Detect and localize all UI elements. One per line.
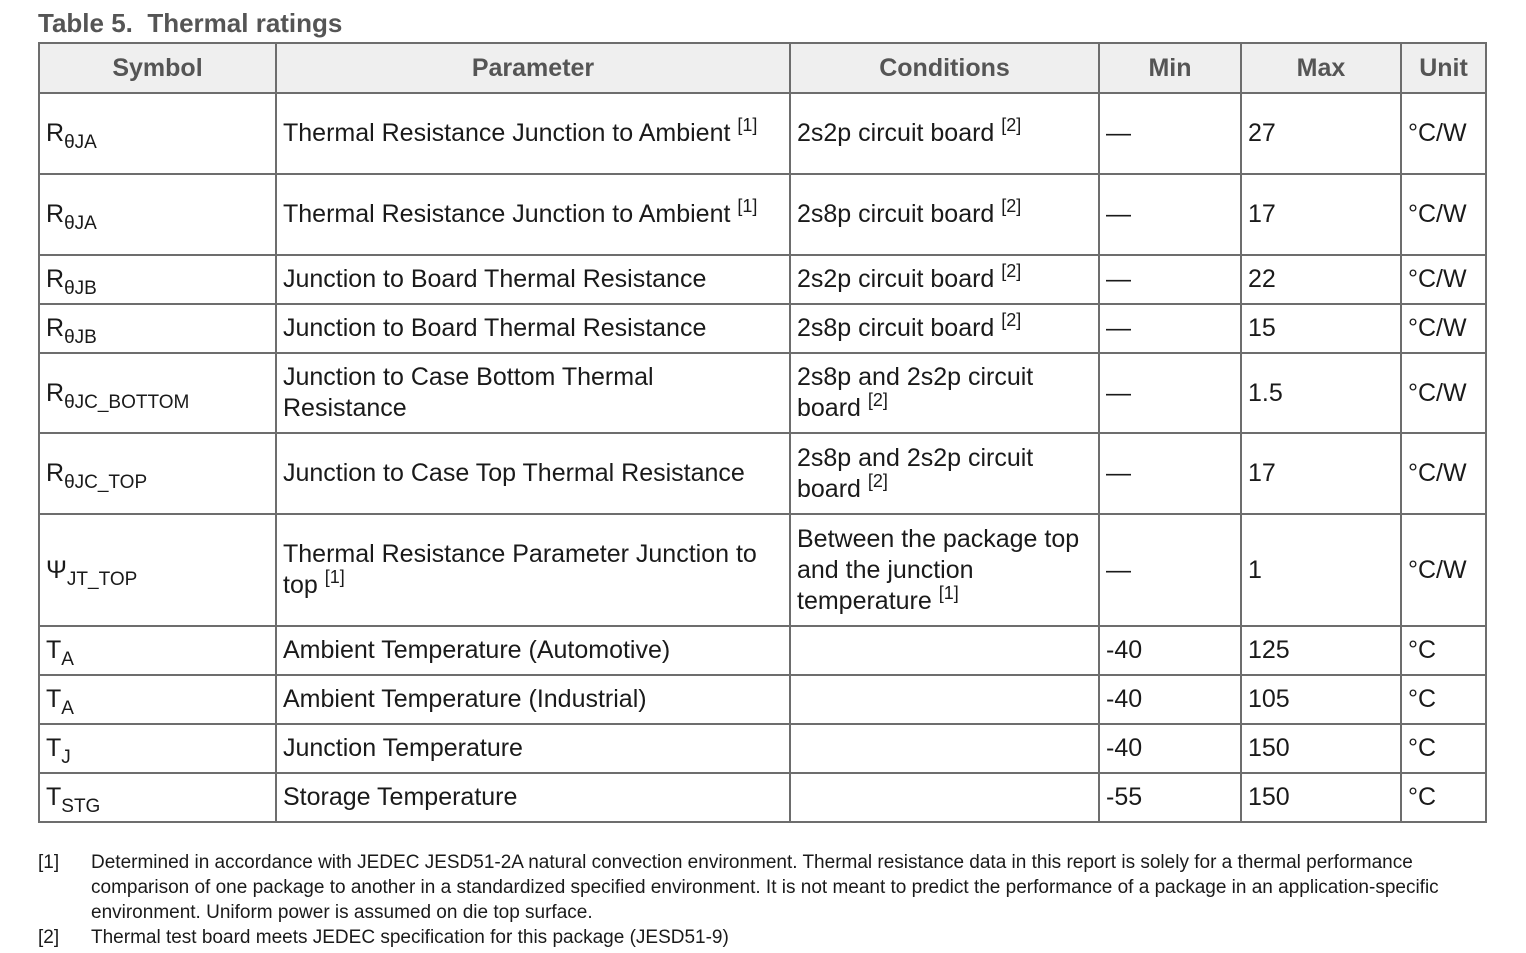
unit-cell: °C xyxy=(1401,675,1486,724)
table-row xyxy=(39,353,1486,433)
symbol-cell: $\Psi_{JT\_TOP}$ xyxy=(39,514,276,626)
table-row xyxy=(39,433,1486,514)
symbol-cell: $T_A$ xyxy=(39,626,276,675)
symbol-cell: $R_{\theta JC\_BOTTOM}$ xyxy=(39,353,276,433)
table-caption: Table 5. Thermal ratings xyxy=(38,8,343,38)
parameter-cell: Ambient Temperature (Automotive) xyxy=(276,626,790,675)
parameter-cell: Junction to Board Thermal Resistance xyxy=(276,255,790,304)
table-row xyxy=(39,514,1486,626)
table-row xyxy=(39,724,1486,773)
max-cell: 27 xyxy=(1241,93,1401,174)
table-row xyxy=(39,773,1486,822)
symbol-cell: $R_{\theta JA}$ xyxy=(39,93,276,174)
symbol-cell: $T_J$ xyxy=(39,724,276,773)
unit-cell: °C xyxy=(1401,626,1486,675)
unit-cell: °C xyxy=(1401,724,1486,773)
header-symbol: Symbol xyxy=(39,43,276,93)
table-footnotes xyxy=(38,850,1488,950)
unit-cell: °C xyxy=(1401,773,1486,822)
max-cell: 150 xyxy=(1241,724,1401,773)
parameter-cell: Thermal Resistance Parameter Junction to top [1] xyxy=(276,514,790,626)
symbol-cell: $R_{\theta JC\_TOP}$ xyxy=(39,433,276,514)
parameter-cell: Storage Temperature xyxy=(276,773,790,822)
header-parameter: Parameter xyxy=(276,43,790,93)
conditions-cell: 2s8p and 2s2p circuit board [2] xyxy=(790,433,1099,514)
conditions-cell: 2s8p circuit board [2] xyxy=(790,174,1099,255)
footnote-number: [2] xyxy=(38,927,60,948)
min-cell: — xyxy=(1099,514,1241,626)
min-cell: -55 xyxy=(1099,773,1241,822)
footnote-text: Determined in accordance with JEDEC JESD51-2A natural convection environment. Thermal resistance data in this report is solely for a thermal performance comparison of one package to another in a standardized specified environment. It is not meant to predict the performance of a package in an application-specific environment. Uniform power is assumed on die top surface. xyxy=(91,852,1439,923)
max-cell: 15 xyxy=(1241,304,1401,353)
min-cell: — xyxy=(1099,93,1241,174)
parameter-cell: Thermal Resistance Junction to Ambient [1] xyxy=(276,93,790,174)
unit-cell: °C/W xyxy=(1401,255,1486,304)
max-cell: 17 xyxy=(1241,433,1401,514)
conditions-cell: Between the package top and the junction temperature [1] xyxy=(790,514,1099,626)
max-cell: 1.5 xyxy=(1241,353,1401,433)
conditions-cell: 2s2p circuit board [2] xyxy=(790,93,1099,174)
table-row xyxy=(39,174,1486,255)
symbol-cell: $R_{\theta JA}$ xyxy=(39,174,276,255)
table-row xyxy=(39,255,1486,304)
max-cell: 125 xyxy=(1241,626,1401,675)
symbol-cell: $R_{\theta JB}$ xyxy=(39,255,276,304)
parameter-cell: Thermal Resistance Junction to Ambient [1] xyxy=(276,174,790,255)
parameter-cell: Junction to Case Bottom Thermal Resistance xyxy=(276,353,790,433)
min-cell: -40 xyxy=(1099,724,1241,773)
unit-cell: °C/W xyxy=(1401,353,1486,433)
footnote-2 xyxy=(38,925,1488,950)
unit-cell: °C/W xyxy=(1401,304,1486,353)
footnote-1 xyxy=(38,850,1488,925)
conditions-cell xyxy=(790,773,1099,822)
header-conditions: Conditions xyxy=(790,43,1099,93)
symbol-cell: $T_{STG}$ xyxy=(39,773,276,822)
conditions-cell: 2s8p circuit board [2] xyxy=(790,304,1099,353)
header-row xyxy=(39,43,1486,93)
max-cell: 150 xyxy=(1241,773,1401,822)
footnote-text: Thermal test board meets JEDEC specification for this package (JESD51-9) xyxy=(91,927,729,948)
max-cell: 22 xyxy=(1241,255,1401,304)
max-cell: 1 xyxy=(1241,514,1401,626)
conditions-cell xyxy=(790,724,1099,773)
min-cell: — xyxy=(1099,255,1241,304)
table-row xyxy=(39,304,1486,353)
min-cell: -40 xyxy=(1099,675,1241,724)
conditions-cell xyxy=(790,675,1099,724)
conditions-cell: 2s8p and 2s2p circuit board [2] xyxy=(790,353,1099,433)
symbol-cell: $T_A$ xyxy=(39,675,276,724)
parameter-cell: Ambient Temperature (Industrial) xyxy=(276,675,790,724)
footnote-number: [1] xyxy=(38,852,60,873)
max-cell: 105 xyxy=(1241,675,1401,724)
header-min: Min xyxy=(1099,43,1241,93)
unit-cell: °C/W xyxy=(1401,514,1486,626)
header-unit: Unit xyxy=(1401,43,1486,93)
unit-cell: °C/W xyxy=(1401,433,1486,514)
min-cell: — xyxy=(1099,174,1241,255)
symbol-cell: $R_{\theta JB}$ xyxy=(39,304,276,353)
table-row xyxy=(39,626,1486,675)
conditions-cell: 2s2p circuit board [2] xyxy=(790,255,1099,304)
conditions-cell xyxy=(790,626,1099,675)
min-cell: -40 xyxy=(1099,626,1241,675)
header-max: Max xyxy=(1241,43,1401,93)
max-cell: 17 xyxy=(1241,174,1401,255)
min-cell: — xyxy=(1099,433,1241,514)
parameter-cell: Junction Temperature xyxy=(276,724,790,773)
min-cell: — xyxy=(1099,353,1241,433)
parameter-cell: Junction to Case Top Thermal Resistance xyxy=(276,433,790,514)
thermal-ratings-table xyxy=(38,42,1487,823)
table-row xyxy=(39,675,1486,724)
table-row xyxy=(39,93,1486,174)
min-cell: — xyxy=(1099,304,1241,353)
parameter-cell: Junction to Board Thermal Resistance xyxy=(276,304,790,353)
unit-cell: °C/W xyxy=(1401,93,1486,174)
unit-cell: °C/W xyxy=(1401,174,1486,255)
